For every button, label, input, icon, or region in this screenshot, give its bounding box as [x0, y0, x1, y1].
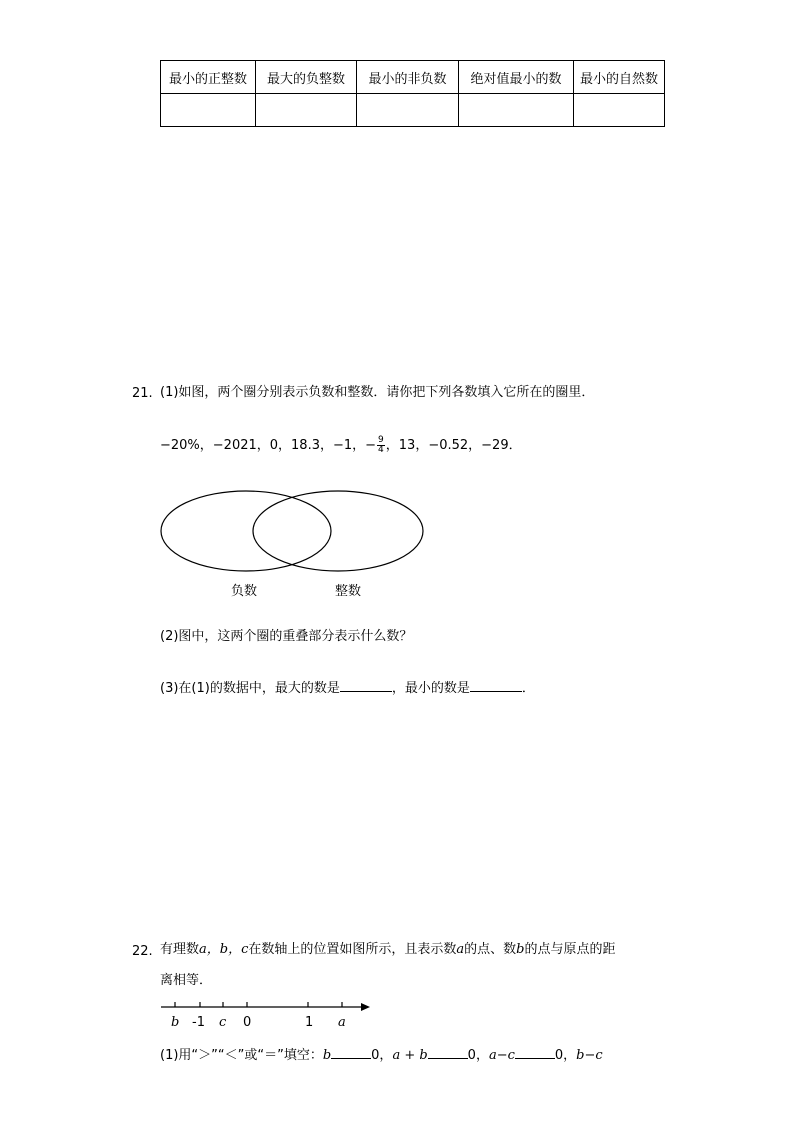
answer-cell[interactable]: [459, 94, 574, 127]
blank-1[interactable]: [331, 1044, 371, 1059]
table-header-cell: 绝对值最小的数: [459, 61, 574, 94]
axis-label-0: 0: [243, 1015, 252, 1030]
q22-variables: a，b，c: [199, 942, 249, 957]
blank-2[interactable]: [428, 1044, 468, 1059]
q21-part3-text-a: (3)在(1)的数据中，最大的数是: [160, 681, 340, 696]
q22-text-b: 在数轴上的位置如图所示，且表示数: [248, 942, 457, 957]
answer-cell[interactable]: [256, 94, 357, 127]
q21-part1-text: (1)如图，两个圈分别表示负数和整数．请你把下列各数填入它所在的圈里．: [160, 385, 595, 400]
axis-label-minus-1: -1: [192, 1015, 205, 1030]
min-answer-blank[interactable]: [470, 677, 522, 692]
q22-line2: 离相等．: [160, 973, 213, 988]
venn-right-label: 整数: [335, 584, 362, 599]
q22-text-c: 的点、数: [464, 942, 517, 957]
answer-cell[interactable]: [161, 94, 256, 127]
q21-numbers-after-fraction: ，13，−0.52，−29．: [385, 438, 522, 453]
question-number-22: 22.: [132, 944, 153, 959]
blank-3[interactable]: [515, 1044, 555, 1059]
question-number-21: 21.: [132, 386, 153, 401]
q22-part1-text: (1)用“＞”“＜”或“＝”填空：: [160, 1048, 323, 1063]
fraction-denominator: 4: [378, 445, 384, 455]
fraction-nine-fourths: [377, 436, 385, 455]
answer-cell[interactable]: [357, 94, 459, 127]
q21-part3-text-b: ，最小的数是: [391, 681, 470, 696]
table-answer-row: [161, 94, 665, 127]
q21-numbers-before-fraction: −20%，−2021，0，18.3，−1，−: [160, 438, 377, 453]
table-header-cell: 最小的非负数: [357, 61, 459, 94]
venn-diagram: [160, 486, 430, 581]
zero-2: 0，: [467, 1048, 489, 1063]
answer-cell[interactable]: [574, 94, 665, 127]
axis-label-c: c: [219, 1015, 227, 1030]
expr-a-minus-c: a−c: [488, 1048, 515, 1063]
table-header-cell: 最小的自然数: [574, 61, 665, 94]
q21-part3: [160, 677, 535, 699]
axis-label-b: b: [171, 1015, 180, 1030]
venn-negative-circle: [161, 491, 331, 571]
expr-b: b: [322, 1048, 332, 1063]
q22-var-b: b: [516, 942, 525, 957]
zero-1: 0，: [371, 1048, 393, 1063]
table-header-cell: 最小的正整数: [161, 61, 256, 94]
answer-table: [160, 60, 665, 127]
table-header-row: [161, 61, 665, 94]
venn-integer-circle: [253, 491, 423, 571]
venn-left-label: 负数: [231, 584, 258, 599]
q21-number-list: [160, 434, 522, 455]
number-line-arrow-icon: [361, 1003, 370, 1011]
q22-line1: [160, 940, 616, 960]
q22-var-a: a: [456, 942, 465, 957]
table-header-cell: 最大的负整数: [256, 61, 357, 94]
axis-label-a: a: [338, 1015, 346, 1030]
q22-text-d: 的点与原点的距: [524, 942, 616, 957]
q22-part1: [160, 1044, 603, 1066]
axis-label-1: 1: [305, 1015, 314, 1030]
q21-part3-text-c: ．: [521, 681, 535, 696]
q21-part2-text: (2)图中，这两个圈的重叠部分表示什么数？: [160, 629, 413, 644]
fraction-numerator: 9: [378, 435, 384, 445]
max-answer-blank[interactable]: [340, 677, 392, 692]
q22-text-a: 有理数: [160, 942, 200, 957]
expr-b-minus-c: b−c: [576, 1048, 603, 1063]
number-line: [158, 998, 378, 1014]
expr-a-plus-b: a + b: [392, 1048, 428, 1063]
zero-3: 0，: [554, 1048, 577, 1063]
